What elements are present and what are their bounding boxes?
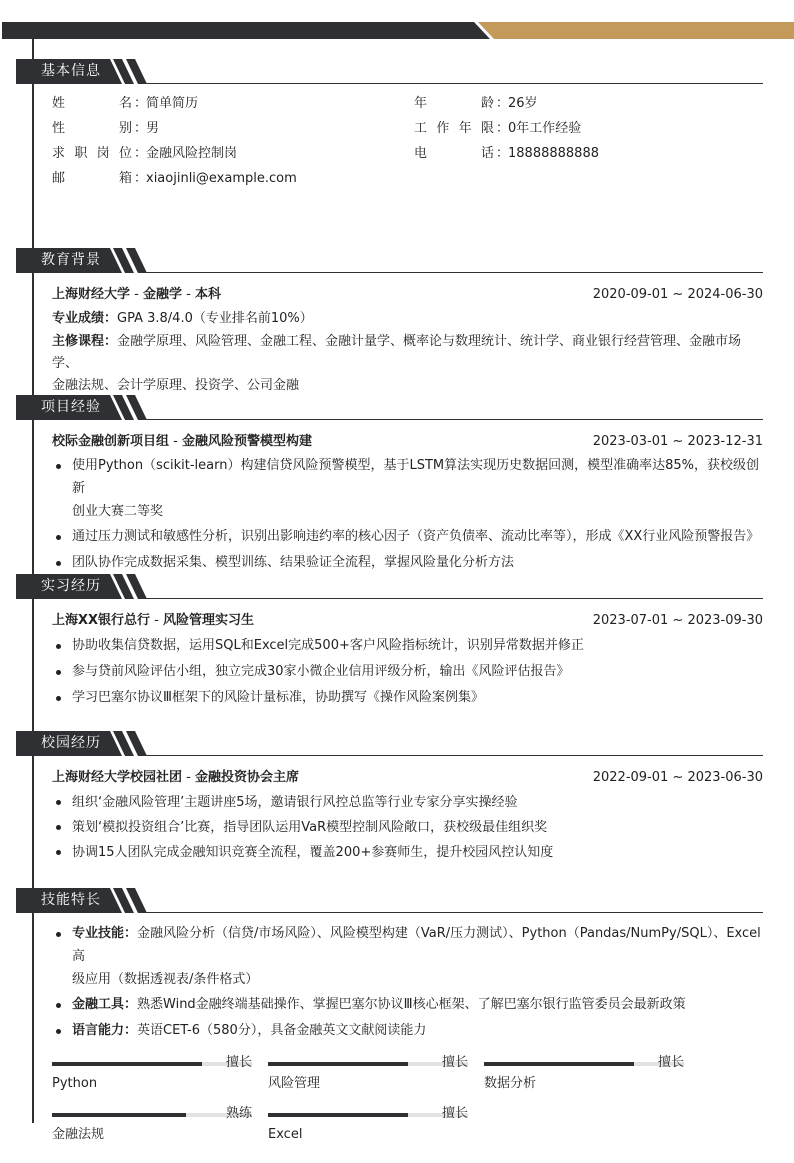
skill-bar-fill — [52, 1113, 186, 1117]
skill-name: Excel — [268, 1127, 303, 1142]
section-title: 基本信息 — [41, 63, 101, 79]
section-header — [16, 888, 763, 913]
section-divider — [146, 419, 763, 420]
info-phone: 电话 ：18888888888 — [414, 146, 599, 161]
list-item: 参与贷前风险评估小组，独立完成30家小微企业信用评级分析，输出《风险评估报告》 — [52, 659, 763, 685]
section-divider — [146, 755, 763, 756]
education-courses: 主修课程：金融学原理、风险管理、金融工程、金融计量学、概率论与数理统计、统计学、商业银行经营管理、金融市场学、 — [52, 334, 742, 371]
skill-name: 数据分析 — [484, 1076, 537, 1091]
info-gender: 性别 ：男 — [52, 121, 160, 136]
section-skills — [16, 888, 763, 1163]
campus-bullets — [52, 790, 763, 865]
list-item: 协助收集信贷数据，运用SQL和Excel完成500+客户风险指标统计，识别异常数据并修正 — [52, 633, 763, 659]
list-item: 语言能力：英语CET-6（580分），具备金融英文文献阅读能力 — [52, 1019, 763, 1043]
skill-name: 风险管理 — [268, 1076, 321, 1091]
skill-bar-track — [52, 1062, 252, 1066]
list-item: 学习巴塞尔协议Ⅲ框架下的风险计量标准，协助撰写《操作风险案例集》 — [52, 685, 763, 711]
project-role: 金融风险预警模型构建 — [181, 434, 312, 449]
skill-bar-fill — [52, 1062, 202, 1066]
info-work-years: 工作年限 ：0年工作经验 — [414, 121, 582, 136]
major: 金融学 — [142, 287, 182, 302]
list-item: 金融工具：熟悉Wind金融终端基础操作、掌握巴塞尔协议Ⅲ核心框架、了解巴塞尔银行监管委员会最新政策 — [52, 993, 763, 1017]
list-item: 策划‘模拟投资组合’比赛，指导团队运用VaR模型控制风险敞口，获校级最佳组织奖 — [52, 815, 763, 840]
campus-date: 2022-09-01 ~ 2023-06-30 — [592, 770, 763, 785]
skills-bullets — [52, 922, 763, 1043]
skill-bar-fill — [268, 1062, 408, 1066]
internship-date: 2023-07-01 ~ 2023-09-30 — [592, 613, 763, 628]
section-divider — [146, 272, 763, 273]
list-item: 通过压力测试和敏感性分析，识别出影响违约率的核心因子（资产负债率、流动比率等），形成《XX行业风险预警报告》 — [52, 525, 763, 549]
school-name: 上海财经大学 — [52, 287, 131, 302]
education-score: 专业成绩：GPA 3.8/4.0（专业排名前10%） — [52, 311, 313, 326]
skill-bar-track — [52, 1113, 252, 1117]
internship-role: 风险管理实习生 — [163, 613, 255, 628]
section-campus — [16, 731, 763, 865]
section-divider — [146, 598, 763, 599]
section-title: 项目经验 — [41, 399, 101, 415]
section-header — [16, 731, 763, 756]
campus-org: 上海财经大学校园社团 — [52, 770, 183, 785]
education-entry-header: 上海财经大学 - 金融学 - 本科 2020-09-01 ~ 2024-06-30 — [16, 282, 763, 307]
section-divider — [146, 83, 763, 84]
project-entry-header: 校际金融创新项目组 - 金融风险预警模型构建 2023-03-01 ~ 2023-12-31 — [16, 429, 763, 454]
skill-bar-fill — [268, 1113, 408, 1117]
internship-bullets — [52, 633, 763, 711]
section-project — [16, 395, 763, 575]
skill-level: 擅长 — [225, 1055, 252, 1070]
campus-role: 金融投资协会主席 — [194, 770, 299, 785]
info-position: 求职岗位 ：金融风险控制岗 — [52, 146, 238, 161]
skill-name: Python — [52, 1076, 98, 1091]
section-header — [16, 574, 763, 599]
degree: 本科 — [194, 287, 221, 302]
section-header — [16, 248, 763, 273]
skill-bars — [16, 1053, 763, 1163]
project-org: 校际金融创新项目组 — [52, 434, 170, 449]
list-item: 团队协作完成数据采集、模型训练、结果验证全流程，掌握风险量化分析方法 — [52, 551, 763, 575]
internship-entry-header: 上海XX银行总行 - 风险管理实习生 2023-07-01 ~ 2023-09-30 — [16, 608, 763, 633]
top-banner — [2, 22, 794, 39]
section-internship — [16, 574, 763, 711]
section-basic-info — [16, 59, 763, 191]
skill-bar-fill — [484, 1062, 634, 1066]
skill-bar-track — [268, 1062, 468, 1066]
section-title: 校园经历 — [41, 735, 101, 751]
info-name: 姓名 ：简单简历 — [52, 96, 199, 111]
list-item: 专业技能：金融风险分析（信贷/市场风险）、风险模型构建（VaR/压力测试）、Python（Pandas/NumPy/SQL）、Excel高 级应用（数据透视表/条件格式） — [52, 922, 763, 991]
section-header — [16, 395, 763, 420]
internship-org: 上海XX银行总行 — [52, 613, 151, 628]
section-title: 实习经历 — [41, 578, 101, 594]
skill-level: 熟练 — [225, 1106, 252, 1121]
section-title: 教育背景 — [41, 252, 101, 268]
education-courses-cont: 金融法规、会计学原理、投资学、公司金融 — [52, 378, 300, 393]
education-date: 2020-09-01 ~ 2024-06-30 — [592, 287, 763, 302]
section-header — [16, 59, 763, 84]
skill-bar-track — [484, 1062, 684, 1066]
skill-level: 擅长 — [441, 1106, 468, 1121]
skill-level: 擅长 — [657, 1055, 684, 1070]
skill-bar-track — [268, 1113, 468, 1117]
list-item: 协调15人团队完成金融知识竞赛全流程，覆盖200+参赛师生，提升校园风控认知度 — [52, 840, 763, 865]
section-divider — [146, 912, 763, 913]
list-item: 使用Python（scikit-learn）构建信贷风险预警模型，基于LSTM算法实现历史数据回测，模型准确率达85%，获校级创新 创业大赛二等奖 — [52, 454, 763, 523]
list-item: 组织‘金融风险管理’主题讲座5场，邀请银行风控总监等行业专家分享实操经验 — [52, 790, 763, 815]
campus-entry-header: 上海财经大学校园社团 - 金融投资协会主席 2022-09-01 ~ 2023-06-30 — [16, 765, 763, 790]
skill-name: 金融法规 — [52, 1127, 105, 1142]
info-age: 年龄 ：26岁 — [414, 96, 538, 111]
skill-level: 擅长 — [441, 1055, 468, 1070]
project-bullets — [52, 454, 763, 575]
section-title: 技能特长 — [41, 892, 101, 908]
section-education — [16, 248, 763, 397]
project-date: 2023-03-01 ~ 2023-12-31 — [592, 434, 763, 449]
info-email: 邮箱 ：xiaojinli@example.com — [52, 171, 297, 186]
